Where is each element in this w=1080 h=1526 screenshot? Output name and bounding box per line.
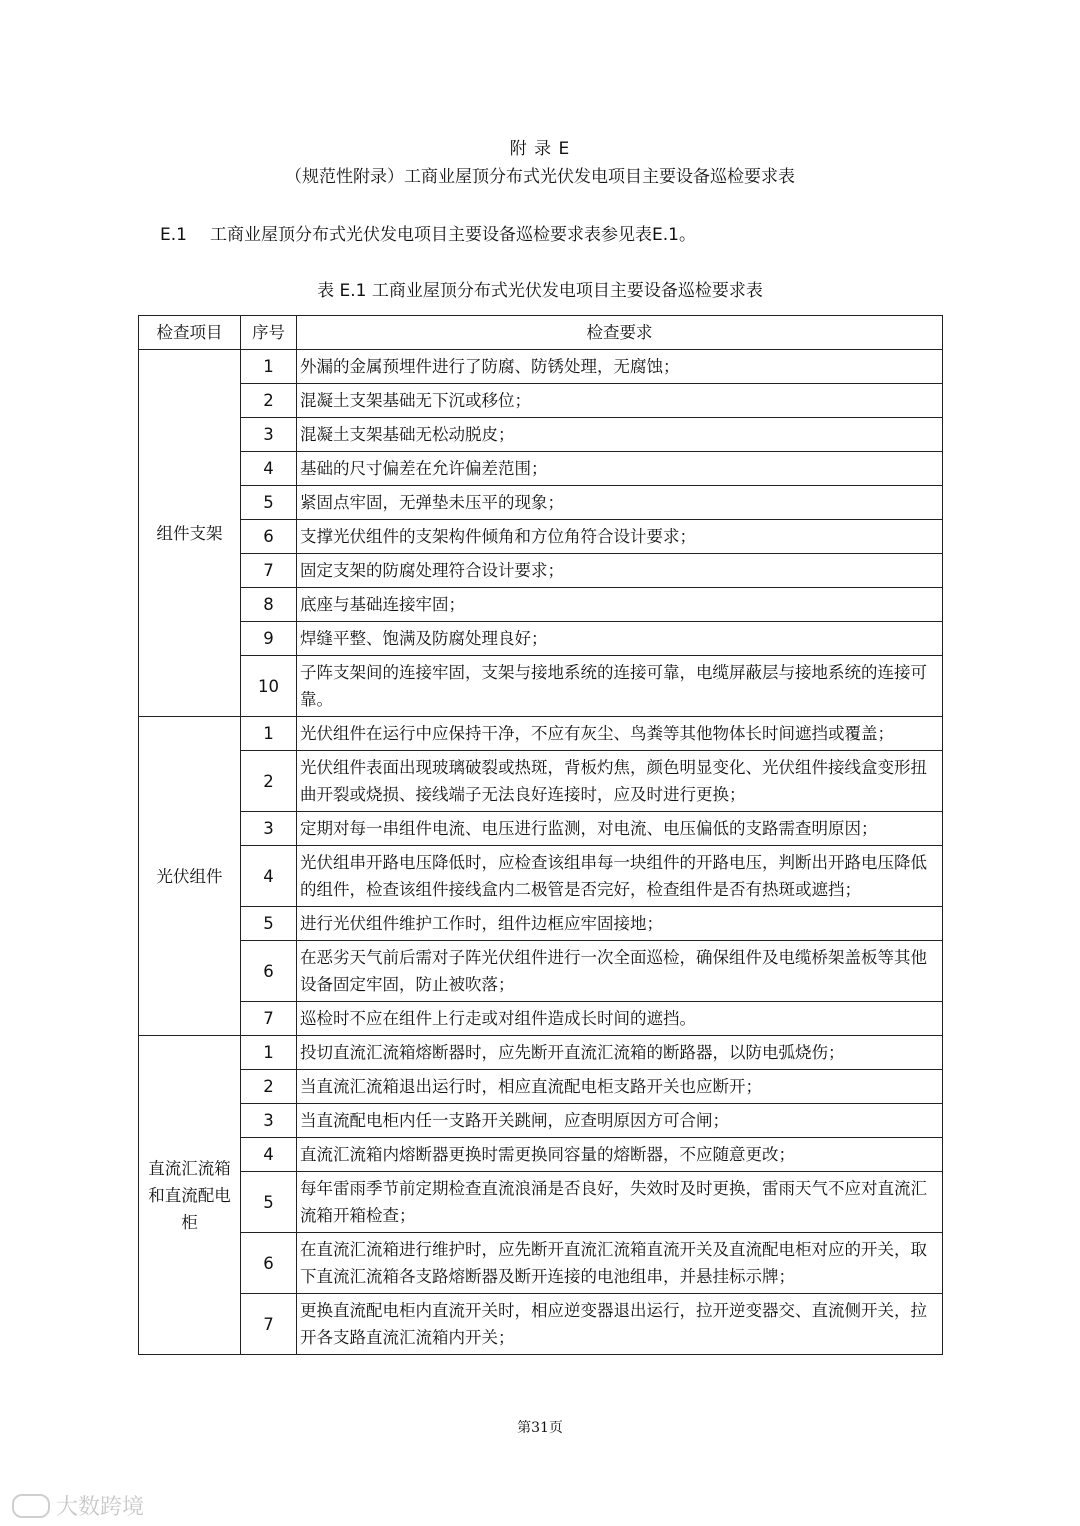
table-header-row (139, 316, 943, 350)
requirement-cell: 当直流配电柜内任一支路开关跳闸，应查明原因方可合闸； (297, 1104, 943, 1138)
sequence-cell: 6 (241, 1233, 297, 1294)
sequence-cell: 10 (241, 656, 297, 717)
clause-paragraph (160, 220, 696, 245)
table-row (139, 418, 943, 452)
sequence-cell: 5 (241, 907, 297, 941)
table-row (139, 1002, 943, 1036)
sequence-cell: 1 (241, 1036, 297, 1070)
table-row (139, 907, 943, 941)
appendix-subtitle: （规范性附录）工商业屋顶分布式光伏发电项目主要设备巡检要求表 (285, 167, 795, 187)
sequence-cell: 5 (241, 1172, 297, 1233)
requirement-cell: 混凝土支架基础无松动脱皮； (297, 418, 943, 452)
table-row (139, 1294, 943, 1355)
table-row (139, 717, 943, 751)
sequence-cell: 6 (241, 520, 297, 554)
header-requirement: 检查要求 (297, 316, 943, 350)
table-row (139, 1070, 943, 1104)
sequence-cell: 1 (241, 717, 297, 751)
table-body (139, 350, 943, 1355)
appendix-title: 附 录 E (509, 139, 571, 159)
header-inspection-item: 检查项目 (139, 316, 241, 350)
watermark-text: 大数跨境 (56, 1495, 145, 1520)
requirement-cell: 支撑光伏组件的支架构件倾角和方位角符合设计要求； (297, 520, 943, 554)
table-row (139, 1104, 943, 1138)
sequence-cell: 5 (241, 486, 297, 520)
table-caption: 表 E.1 工商业屋顶分布式光伏发电项目主要设备巡检要求表 (317, 281, 763, 301)
requirement-cell: 直流汇流箱内熔断器更换时需更换同容量的熔断器，不应随意更改； (297, 1138, 943, 1172)
sequence-cell: 2 (241, 1070, 297, 1104)
sequence-cell: 2 (241, 384, 297, 418)
table-row (139, 1233, 943, 1294)
table-row (139, 452, 943, 486)
clause-text: 工商业屋顶分布式光伏发电项目主要设备巡检要求表参见表E.1。 (210, 225, 696, 245)
inspection-item-cell: 光伏组件 (139, 717, 241, 1036)
table-row (139, 1138, 943, 1172)
table-row (139, 384, 943, 418)
table-row (139, 486, 943, 520)
table-row (139, 812, 943, 846)
header-sequence: 序号 (241, 316, 297, 350)
sequence-cell: 4 (241, 452, 297, 486)
requirement-cell: 紧固点牢固，无弹垫未压平的现象； (297, 486, 943, 520)
requirement-cell: 每年雷雨季节前定期检查直流浪涌是否良好，失效时及时更换，雷雨天气不应对直流汇流箱开箱检查； (297, 1172, 943, 1233)
sequence-cell: 4 (241, 1138, 297, 1172)
sequence-cell: 6 (241, 941, 297, 1002)
table-row (139, 350, 943, 384)
requirement-cell: 光伏组件表面出现玻璃破裂或热斑，背板灼焦，颜色明显变化、光伏组件接线盒变形扭曲开裂或烧损、接线端子无法良好连接时，应及时进行更换； (297, 751, 943, 812)
watermark (12, 1490, 144, 1521)
requirement-cell: 混凝土支架基础无下沉或移位； (297, 384, 943, 418)
sequence-cell: 7 (241, 1002, 297, 1036)
sequence-cell: 4 (241, 846, 297, 907)
watermark-logo-icon (12, 1494, 50, 1518)
inspection-item-cell: 组件支架 (139, 350, 241, 717)
requirement-cell: 底座与基础连接牢固； (297, 588, 943, 622)
sequence-cell: 9 (241, 622, 297, 656)
requirement-cell: 基础的尺寸偏差在允许偏差范围； (297, 452, 943, 486)
requirement-cell: 光伏组串开路电压降低时，应检查该组串每一块组件的开路电压，判断出开路电压降低的组件，检查该组件接线盒内二极管是否完好，检查组件是否有热斑或遮挡； (297, 846, 943, 907)
table-row (139, 1036, 943, 1070)
page-number: 第31页 (517, 1420, 563, 1436)
inspection-requirements-table (138, 315, 943, 1355)
table-row (139, 622, 943, 656)
requirement-cell: 焊缝平整、饱满及防腐处理良好； (297, 622, 943, 656)
table-row (139, 1172, 943, 1233)
requirement-cell: 固定支架的防腐处理符合设计要求； (297, 554, 943, 588)
requirement-cell: 子阵支架间的连接牢固，支架与接地系统的连接可靠，电缆屏蔽层与接地系统的连接可靠。 (297, 656, 943, 717)
sequence-cell: 3 (241, 418, 297, 452)
requirement-cell: 投切直流汇流箱熔断器时，应先断开直流汇流箱的断路器，以防电弧烧伤； (297, 1036, 943, 1070)
sequence-cell: 3 (241, 1104, 297, 1138)
table-row (139, 588, 943, 622)
sequence-cell: 7 (241, 554, 297, 588)
requirement-cell: 进行光伏组件维护工作时，组件边框应牢固接地； (297, 907, 943, 941)
table-row (139, 520, 943, 554)
table-row (139, 751, 943, 812)
sequence-cell: 1 (241, 350, 297, 384)
requirement-cell: 外漏的金属预埋件进行了防腐、防锈处理，无腐蚀； (297, 350, 943, 384)
requirement-cell: 更换直流配电柜内直流开关时，相应逆变器退出运行，拉开逆变器交、直流侧开关，拉开各支路直流汇流箱内开关； (297, 1294, 943, 1355)
requirement-cell: 当直流汇流箱退出运行时，相应直流配电柜支路开关也应断开； (297, 1070, 943, 1104)
table-row (139, 846, 943, 907)
clause-number: E.1 (160, 225, 187, 245)
table-row (139, 941, 943, 1002)
sequence-cell: 2 (241, 751, 297, 812)
table-row (139, 554, 943, 588)
requirement-cell: 巡检时不应在组件上行走或对组件造成长时间的遮挡。 (297, 1002, 943, 1036)
requirement-cell: 在直流汇流箱进行维护时，应先断开直流汇流箱直流开关及直流配电柜对应的开关，取下直流汇流箱各支路熔断器及断开连接的电池组串，并悬挂标示牌； (297, 1233, 943, 1294)
sequence-cell: 8 (241, 588, 297, 622)
table-row (139, 656, 943, 717)
sequence-cell: 3 (241, 812, 297, 846)
inspection-item-cell: 直流汇流箱和直流配电柜 (139, 1036, 241, 1355)
sequence-cell: 7 (241, 1294, 297, 1355)
requirement-cell: 定期对每一串组件电流、电压进行监测，对电流、电压偏低的支路需查明原因； (297, 812, 943, 846)
requirement-cell: 光伏组件在运行中应保持干净，不应有灰尘、鸟粪等其他物体长时间遮挡或覆盖； (297, 717, 943, 751)
requirement-cell: 在恶劣天气前后需对子阵光伏组件进行一次全面巡检，确保组件及电缆桥架盖板等其他设备固定牢固，防止被吹落； (297, 941, 943, 1002)
